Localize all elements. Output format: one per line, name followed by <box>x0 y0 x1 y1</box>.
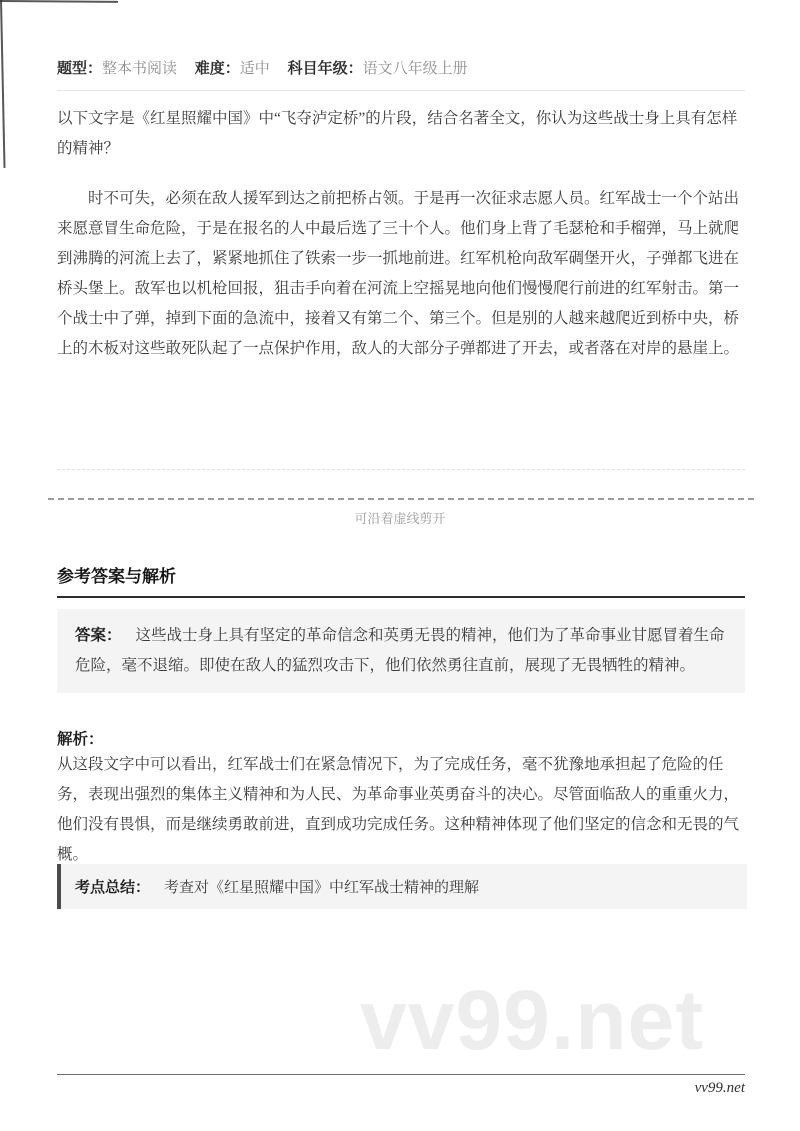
cut-line-dashed <box>48 498 754 500</box>
cut-line-note: 可沿着虚线剪开 <box>354 511 446 526</box>
question-passage: 时不可失，必须在敌人援军到达之前把桥占领。于是再一次征求志愿人员。红军战士一个个站出来愿意冒生命危险，于是在报名的人中最后选了三十个人。他们身上背了毛瑟枪和手榴弹，马上就爬到沸腾的河流上去了，紧紧地抓住了铁索一步一抓地前进。红军机枪向敌军碉堡开火，子弹都飞进在桥头堡上。敌军也以机枪回报，狙击手向着在河流上空摇晃地向他们慢慢爬行前进的红军射击。第一个战士中了弹，掉到下面的急流中，接着又有第二个、第三个。但是别的人越来越爬近到桥中央，桥上的木板对这些敢死队起了一点保护作用，敌人的大部分子弹都进了开去，或者落在对岸的悬崖上。 <box>57 190 740 357</box>
keypoint-label: 考点总结： <box>75 879 151 896</box>
answer-text: 这些战士身上具有坚定的革命信念和英勇无畏的精神，他们为了革命事业甘愿冒着生命危险，毫不退缩。即使在敌人的猛烈攻击下，他们依然勇往直前，展现了无畏牺牲的精神。 <box>75 627 725 674</box>
subject-grade-label: 科目年级： <box>287 60 363 77</box>
difficulty-label: 难度： <box>194 60 240 77</box>
scan-artifact-top-edge <box>0 0 118 3</box>
cut-line-light <box>57 469 745 470</box>
difficulty-value: 适中 <box>239 61 270 77</box>
question-prompt: 以下文字是《红星照耀中国》中“飞夺泸定桥”的片段，结合名著全文，你认为这些战士身上具有怎样的精神？ <box>57 110 738 157</box>
answer-section-heading: 参考答案与解析 <box>57 567 176 586</box>
answer-section-divider <box>57 596 745 598</box>
analysis-text: 从这段文字中可以看出，红军战士们在紧急情况下，为了完成任务，毫不犹豫地承担起了危险的任务，表现出强烈的集体主义精神和为人民、为革命事业英勇奋斗的决心。尽管面临敌人的重重火力，他们没有畏惧，而是继续勇敢前进，直到成功完成任务。这种精神体现了他们坚定的信念和无畏的气概。 <box>57 756 740 863</box>
keypoint-text: 考查对《红星照耀中国》中红军战士精神的理解 <box>164 880 480 896</box>
analysis-label: 解析： <box>57 731 104 748</box>
footer-site-text: vv99.net <box>694 1080 745 1096</box>
question-type-value: 整本书阅读 <box>102 61 178 77</box>
header-meta-row <box>57 57 747 78</box>
subject-grade-value: 语文八年级上册 <box>362 61 468 77</box>
footer-divider <box>57 1074 745 1075</box>
answer-box <box>57 609 745 693</box>
keypoint-summary-box <box>57 864 747 909</box>
answer-label: 答案： <box>75 627 122 644</box>
header-divider <box>57 90 745 91</box>
question-type-label: 题型： <box>57 60 103 77</box>
watermark: vv99.net <box>360 973 705 1067</box>
scan-artifact-left-edge <box>0 0 6 168</box>
